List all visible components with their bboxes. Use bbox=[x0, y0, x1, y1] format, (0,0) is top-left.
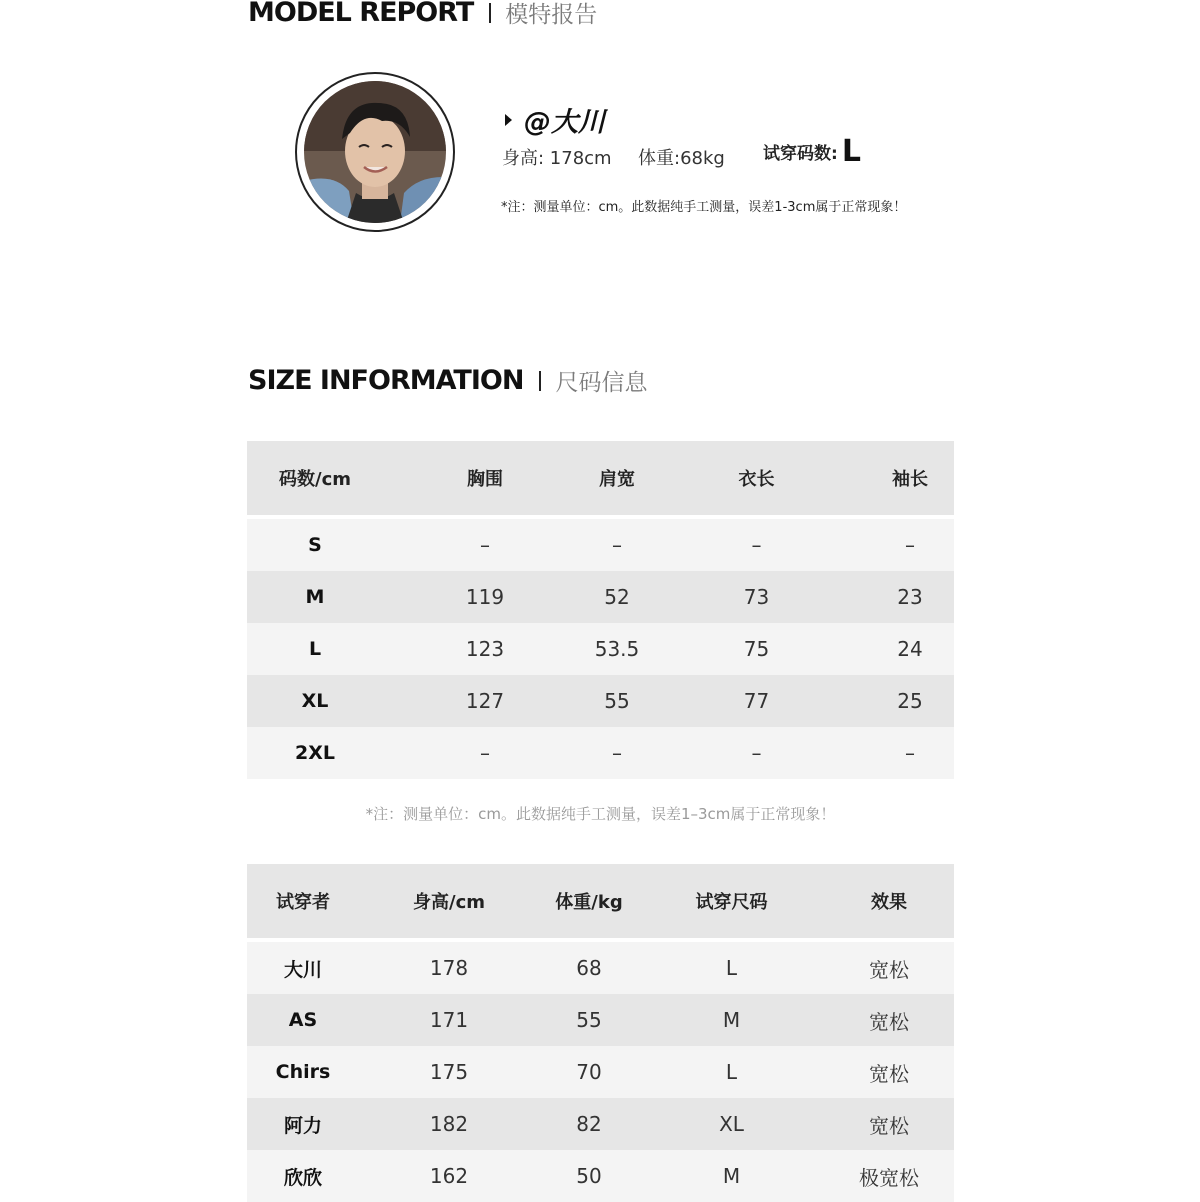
size-info-heading bbox=[248, 364, 647, 397]
table-cell: – bbox=[751, 533, 762, 557]
table-row bbox=[247, 623, 954, 675]
model-height: 身高: 178cm bbox=[502, 148, 612, 169]
table-cell: 55 bbox=[604, 689, 630, 713]
header-cell: 胸围 bbox=[467, 469, 503, 490]
table-row bbox=[247, 942, 954, 994]
header-cell: 身高/cm bbox=[413, 892, 485, 913]
table-cell: – bbox=[480, 533, 490, 557]
table-cell: 宽松 bbox=[869, 1061, 909, 1086]
table-cell: 182 bbox=[429, 1112, 469, 1136]
tester-name: Chirs bbox=[275, 1061, 331, 1083]
size-info-title-cn: 尺码信息 bbox=[555, 370, 648, 396]
model-report-heading bbox=[248, 0, 597, 29]
table-cell: – bbox=[905, 533, 915, 557]
size-info-title-en: SIZE INFORMATION bbox=[248, 365, 524, 396]
header-cell: 效果 bbox=[871, 892, 907, 913]
table-cell: M bbox=[722, 1164, 741, 1188]
triangle-icon bbox=[505, 114, 512, 126]
model-handle-row bbox=[505, 100, 605, 139]
header-cell: 码数/cm bbox=[279, 469, 351, 490]
size-label: M bbox=[305, 586, 325, 608]
table-cell: 23 bbox=[897, 585, 923, 609]
table-cell: 50 bbox=[576, 1164, 602, 1188]
size-table bbox=[247, 441, 954, 779]
size-label: S bbox=[308, 534, 322, 556]
model-photo bbox=[304, 81, 446, 223]
table-cell: 77 bbox=[743, 689, 770, 713]
fit-table bbox=[247, 864, 954, 1202]
table-cell: 25 bbox=[897, 689, 923, 713]
size-label: XL bbox=[301, 690, 329, 712]
model-handle: @大川 bbox=[524, 107, 605, 138]
table-cell: M bbox=[722, 1008, 741, 1032]
table-cell: – bbox=[612, 533, 622, 557]
tester-name: 阿力 bbox=[283, 1114, 322, 1137]
title-divider bbox=[489, 3, 491, 23]
try-size-label: 试穿码数: bbox=[763, 144, 838, 164]
table-cell: 70 bbox=[576, 1060, 602, 1084]
table-cell: 127 bbox=[465, 689, 505, 713]
avatar bbox=[295, 72, 455, 232]
header-cell: 试穿尺码 bbox=[695, 892, 768, 913]
table-cell: 75 bbox=[743, 637, 770, 661]
table-cell: 68 bbox=[576, 956, 602, 980]
table-cell: 178 bbox=[429, 956, 469, 980]
table-cell: L bbox=[725, 1060, 738, 1084]
table-cell: 123 bbox=[465, 637, 505, 661]
model-report-title-cn: 模特报告 bbox=[505, 2, 598, 28]
table-row bbox=[247, 571, 954, 623]
table-cell: 73 bbox=[743, 585, 770, 609]
table-cell: – bbox=[905, 741, 915, 765]
tester-name: 欣欣 bbox=[283, 1166, 322, 1189]
header-cell: 体重/kg bbox=[555, 892, 623, 913]
tester-name: AS bbox=[288, 1009, 318, 1031]
table-cell: XL bbox=[719, 1112, 744, 1136]
table-row bbox=[247, 1046, 954, 1098]
table-cell: 171 bbox=[429, 1008, 469, 1032]
table-cell: 53.5 bbox=[594, 637, 640, 661]
table-cell: – bbox=[480, 741, 490, 765]
table-cell: 24 bbox=[897, 637, 923, 661]
tester-name: 大川 bbox=[283, 958, 322, 981]
table-cell: – bbox=[751, 741, 762, 765]
fit-table-header bbox=[247, 864, 954, 938]
model-try-size bbox=[763, 134, 861, 169]
table-cell: – bbox=[612, 741, 622, 765]
measurement-note-top: *注：测量单位：cm。此数据纯手工测量，误差1-3cm属于正常现象！ bbox=[501, 200, 907, 215]
table-row bbox=[247, 519, 954, 571]
size-table-header bbox=[247, 441, 954, 515]
table-cell: L bbox=[725, 956, 738, 980]
measurement-note: *注：测量单位：cm。此数据纯手工测量，误差1–3cm属于正常现象！ bbox=[365, 805, 836, 823]
header-cell: 衣长 bbox=[738, 469, 775, 490]
header-cell: 肩宽 bbox=[599, 469, 635, 490]
header-cell: 试穿者 bbox=[276, 892, 330, 913]
try-size-value: L bbox=[841, 134, 861, 169]
table-cell: 极宽松 bbox=[859, 1165, 919, 1190]
table-row bbox=[247, 1150, 954, 1202]
table-cell: 宽松 bbox=[869, 1113, 909, 1138]
table-cell: 55 bbox=[576, 1008, 602, 1032]
table-cell: 52 bbox=[604, 585, 630, 609]
table-cell: 162 bbox=[429, 1164, 469, 1188]
table-cell: 175 bbox=[429, 1060, 469, 1084]
header-cell: 袖长 bbox=[892, 469, 928, 490]
model-report-title-en: MODEL REPORT bbox=[248, 0, 474, 28]
size-label: 2XL bbox=[295, 742, 335, 764]
table-row bbox=[247, 675, 954, 727]
table-row bbox=[247, 994, 954, 1046]
table-cell: 宽松 bbox=[869, 1009, 909, 1034]
table-cell: 宽松 bbox=[869, 957, 909, 982]
model-weight: 体重:68kg bbox=[638, 148, 725, 169]
table-cell: 119 bbox=[465, 585, 505, 609]
table-cell: 82 bbox=[576, 1112, 602, 1136]
table-row bbox=[247, 1098, 954, 1150]
table-row bbox=[247, 727, 954, 779]
size-label: L bbox=[308, 638, 322, 660]
title-divider bbox=[539, 371, 541, 391]
